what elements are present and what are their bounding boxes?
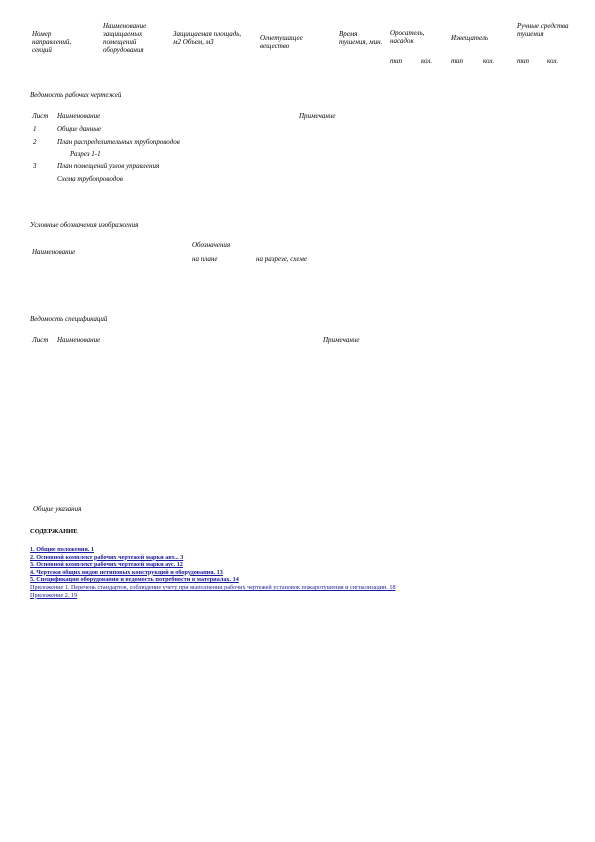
drawings-col-note: Примечание	[299, 112, 336, 120]
symbols-col-plan: на плане	[192, 255, 218, 263]
drawings-title: Ведомость рабочих чертежей	[30, 91, 122, 99]
toc-link[interactable]: 2. Основной комплект рабочих чертежей марки авт... 3	[30, 553, 184, 561]
specs-col-name: Наименование	[57, 336, 101, 344]
general-title: Общие указания	[33, 505, 82, 513]
drawing-row-num: 3	[33, 162, 37, 170]
sub-qty: кол.	[547, 57, 559, 65]
drawing-row-name: Разрез 1-1	[70, 150, 101, 158]
toc-link[interactable]: Приложение 1. Перечень стандартов, соблюдение учету при выполнении рабочих чертежей установок пожаротушения и сигнализации. 18	[30, 583, 396, 591]
drawing-row-name: Схема трубопроводов	[57, 175, 123, 183]
contents-list	[30, 546, 396, 599]
toc-link[interactable]: 3. Основной комплект рабочих чертежей марки аус. 12	[30, 561, 183, 569]
drawing-row-num: 2	[33, 138, 37, 146]
drawing-row-name: План помещений узлов управления	[57, 162, 160, 170]
sub-qty: кол.	[483, 57, 495, 65]
toc-link[interactable]: 5. Спецификация оборудования и ведомость потребности в материалах. 14	[30, 576, 239, 584]
specs-col-note: Примечание	[323, 336, 360, 344]
contents-title: СОДЕРЖАНИЕ	[30, 528, 78, 535]
toc-link[interactable]: Приложение 2. 19	[30, 591, 78, 599]
header-col-agent: Огнетушащее вещество	[260, 34, 303, 50]
specs-title: Ведомость спецификаций	[30, 315, 108, 323]
drawing-row-num: 1	[33, 125, 37, 133]
drawings-col-name: Наименование	[57, 112, 101, 120]
toc-link[interactable]: 1. Общие положения. 1	[30, 546, 94, 553]
header-col-time: Время тушения, мин.	[339, 30, 383, 46]
symbols-title: Условные обозначения изображения	[30, 221, 139, 229]
header-col-sprinkler: Оросатель, насадок	[390, 29, 425, 45]
sub-type: тип	[517, 57, 530, 65]
drawing-row-name: План распределительных трубопроводов	[57, 138, 180, 146]
header-col-area: Защищаемая площадь, м2 Объем, м3	[173, 30, 242, 46]
header-col-premises: Наименование защищаемых помещений оборудования	[103, 22, 147, 54]
sub-qty: кол.	[421, 57, 433, 65]
drawing-row-name: Общие данные	[57, 125, 102, 133]
drawings-col-sheet: Лист	[32, 112, 49, 120]
symbols-col-name: Наименование	[32, 248, 76, 256]
symbols-col-section: на разрезе, схеме	[256, 255, 307, 263]
header-col-manual: Ручные средства тушения	[517, 22, 569, 38]
header-col-number: Номер направлений, секций	[32, 30, 72, 54]
symbols-col-designation: Обозначения	[192, 241, 231, 249]
toc-link[interactable]: 4. Чертежи общих видов нетиповых конструкций и оборудования. 13	[30, 568, 223, 576]
sub-type: тип	[451, 57, 464, 65]
specs-col-sheet: Лист	[32, 336, 49, 344]
sub-type: тип	[390, 57, 403, 65]
header-col-detector: Извещатель	[451, 34, 489, 42]
